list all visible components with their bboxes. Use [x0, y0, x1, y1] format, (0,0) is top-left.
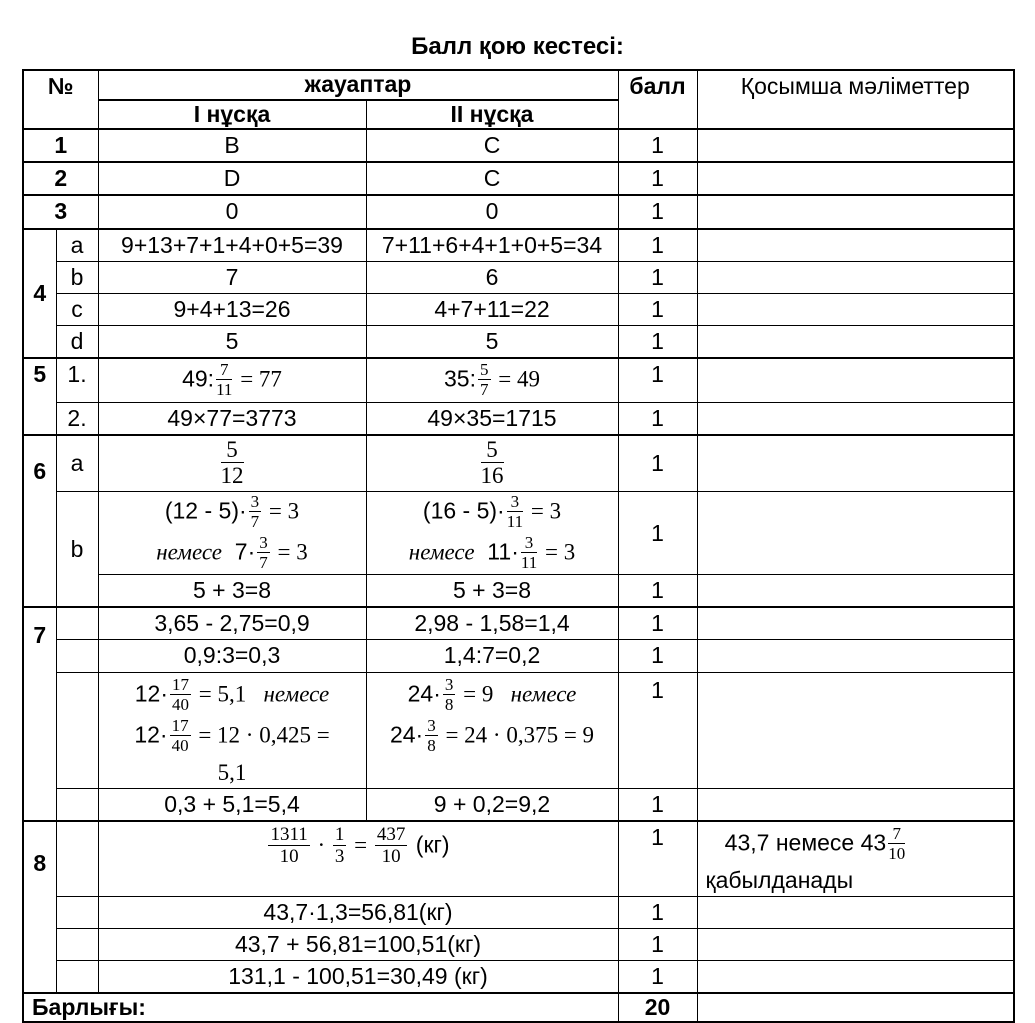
row-number-3: 3 — [23, 195, 98, 228]
sub-label-6a: a — [56, 435, 98, 492]
header-answers: жауаптар — [98, 70, 618, 100]
score-2: 1 — [618, 162, 697, 195]
row-number-4: 4 — [23, 229, 56, 359]
cell-7-4-variant2 — [366, 788, 618, 821]
extra-8-4 — [697, 961, 1014, 994]
cell-4a-variant1 — [98, 229, 366, 262]
cell-7-2-variant2 — [366, 640, 618, 672]
cell-3-variant2 — [366, 195, 618, 228]
row-6a — [23, 435, 1014, 492]
cell-1-variant2 — [366, 129, 618, 162]
cell-6b-sum-variant2 — [366, 575, 618, 608]
header-variant1: I нұсқа — [98, 100, 366, 129]
text-segment: немесе — [493, 681, 577, 707]
sub-label-8-2 — [56, 896, 98, 928]
cell-4c-variant1 — [98, 293, 366, 325]
cell-7-3-variant1 — [98, 672, 366, 788]
row-7-3 — [23, 672, 1014, 788]
text-segment: 49×77=3773 — [167, 404, 297, 431]
cell-1-variant1 — [98, 129, 366, 162]
text-segment: = — [348, 832, 373, 858]
fraction: $\frac{1}{3}$ — [334, 823, 345, 867]
sub-label-7-1 — [56, 607, 98, 640]
text-segment: қабылданады — [705, 866, 854, 893]
cell-5-1-variant2 — [366, 358, 618, 402]
text-segment: = 5,1 — [193, 681, 247, 707]
score-4b: 1 — [618, 261, 697, 293]
text-segment: 5,1 — [217, 759, 247, 785]
extra-6b-sum — [697, 575, 1014, 608]
score-6b: 1 — [618, 492, 697, 575]
score-4a: 1 — [618, 229, 697, 262]
sub-label-4b: b — [56, 261, 98, 293]
row-8-4 — [23, 961, 1014, 994]
text-segment: немесе — [246, 681, 330, 707]
extra-7-3 — [697, 672, 1014, 788]
extra-7-4 — [697, 788, 1014, 821]
score-8-2: 1 — [618, 896, 697, 928]
score-8-4: 1 — [618, 961, 697, 994]
row-number-7: 7 — [23, 607, 56, 821]
row-number-6: 6 — [23, 435, 56, 608]
text-segment: 7· — [222, 538, 256, 565]
cell-4d-variant1 — [98, 325, 366, 358]
fraction: $\frac{5}{16}$ — [480, 436, 504, 488]
row-6b — [23, 492, 1014, 575]
sub-label-8-3 — [56, 929, 98, 961]
fraction: $\frac{437}{10}$ — [376, 823, 406, 867]
sub-label-8-1 — [56, 821, 98, 897]
row-8-1 — [23, 821, 1014, 897]
text-segment: 5 + 3=8 — [452, 577, 532, 604]
sub-label-4c: c — [56, 293, 98, 325]
score-7-3: 1 — [618, 672, 697, 788]
text-segment: = 24 · 0,375 = 9 — [439, 722, 595, 748]
page-title: Балл қою кестесі: — [411, 33, 624, 60]
score-5-1: 1 — [618, 358, 697, 402]
fraction: $\frac{3}{11}$ — [520, 533, 538, 573]
header-extra: Қосымша мәліметтер — [697, 70, 1014, 129]
text-segment: 0 — [485, 198, 499, 225]
sub-label-7-4 — [56, 788, 98, 821]
text-segment: 2,98 - 1,58=1,4 — [414, 610, 570, 637]
row-number-1: 1 — [23, 129, 98, 162]
row-number-8: 8 — [23, 821, 56, 994]
fraction: $\frac{3}{8}$ — [427, 715, 436, 755]
text-segment: 49×35=1715 — [427, 404, 557, 431]
row-1 — [23, 129, 1014, 162]
text-segment: 131,1 - 100,51=30,49 (кг) — [228, 963, 488, 990]
text-segment: = 3 — [525, 498, 562, 524]
text-segment: 6 — [485, 263, 499, 290]
extra-2 — [697, 162, 1014, 195]
text-segment: B — [224, 132, 240, 159]
text-segment: (12 - 5)· — [164, 497, 247, 524]
score-8-3: 1 — [618, 929, 697, 961]
score-6a: 1 — [618, 435, 697, 492]
score-8-1: 1 — [618, 821, 697, 897]
cell-7-1-variant1 — [98, 607, 366, 640]
fraction: $\frac{7}{10}$ — [888, 823, 906, 863]
row-4c — [23, 293, 1014, 325]
cell-7-4-variant1 — [98, 788, 366, 821]
sub-label-5-2: 2. — [56, 402, 98, 435]
cell-6a-variant1 — [98, 435, 366, 492]
scoring-table — [22, 69, 1015, 1023]
sub-label-7-3 — [56, 672, 98, 788]
text-segment: = 9 — [457, 681, 494, 707]
score-7-4: 1 — [618, 788, 697, 821]
header-row-1 — [23, 70, 1014, 100]
cell-7-2-variant1 — [98, 640, 366, 672]
extra-4c — [697, 293, 1014, 325]
extra-8-3 — [697, 929, 1014, 961]
cell-5-2-variant1 — [98, 402, 366, 435]
cell-4d-variant2 — [366, 325, 618, 358]
extra-5-1 — [697, 358, 1014, 402]
text-segment: 7 — [225, 263, 239, 290]
row-number-2: 2 — [23, 162, 98, 195]
cell-5-2-variant2 — [366, 402, 618, 435]
text-segment: 43,7·1,3=56,81(кг) — [263, 898, 453, 925]
row-2 — [23, 162, 1014, 195]
text-segment: 9+4+13=26 — [173, 295, 291, 322]
row-3 — [23, 195, 1014, 228]
cell-6b-variant2 — [366, 492, 618, 575]
fraction: $\frac{17}{40}$ — [172, 674, 189, 714]
cell-4b-variant1 — [98, 261, 366, 293]
text-segment: немесе — [408, 539, 475, 565]
row-8-2 — [23, 896, 1014, 928]
header-score: балл — [618, 70, 697, 129]
cell-6b-variant1 — [98, 492, 366, 575]
cell-6b-sum-variant1 — [98, 575, 366, 608]
text-segment: 35: — [444, 365, 476, 392]
extra-4a — [697, 229, 1014, 262]
header-no: № — [23, 70, 98, 129]
extra-8-1 — [697, 821, 1014, 897]
cell-2-variant2 — [366, 162, 618, 195]
text-segment: 1,4:7=0,2 — [443, 642, 541, 669]
text-segment: = 49 — [492, 366, 540, 392]
score-7-1: 1 — [618, 607, 697, 640]
fraction: $\frac{7}{11}$ — [216, 359, 233, 399]
text-segment: 11· — [474, 538, 519, 565]
text-segment: 0,3 + 5,1=5,4 — [164, 790, 300, 817]
cell-3-variant1 — [98, 195, 366, 228]
text-segment: (16 - 5)· — [422, 497, 505, 524]
total-score: 20 — [618, 993, 697, 1022]
text-segment: 24· — [389, 721, 424, 748]
cell-8-4-formula — [98, 961, 618, 994]
cell-4a-variant2 — [366, 229, 618, 262]
text-segment: 9 + 0,2=9,2 — [433, 790, 551, 817]
fraction: $\frac{5}{12}$ — [220, 436, 244, 488]
row-5-2 — [23, 402, 1014, 435]
total-row — [23, 993, 1014, 1022]
sub-label-7-2 — [56, 640, 98, 672]
cell-8-1-formula — [98, 821, 618, 897]
text-segment: 0 — [225, 198, 239, 225]
extra-4b — [697, 261, 1014, 293]
extra-6b — [697, 492, 1014, 575]
text-segment: · — [311, 832, 331, 858]
text-segment: 3,65 - 2,75=0,9 — [154, 610, 310, 637]
fraction: $\frac{17}{40}$ — [171, 715, 189, 755]
sub-label-5-1: 1. — [56, 358, 98, 402]
row-4a — [23, 229, 1014, 262]
score-4c: 1 — [618, 293, 697, 325]
sub-label-4d: d — [56, 325, 98, 358]
text-segment: 4+7+11=22 — [434, 295, 550, 322]
text-segment: 43,7 немесе 43 — [705, 829, 887, 856]
fraction: $\frac{1311}{10}$ — [270, 823, 308, 867]
score-5-2: 1 — [618, 402, 697, 435]
extra-4d — [697, 325, 1014, 358]
cell-5-1-variant1 — [98, 358, 366, 402]
row-7-1 — [23, 607, 1014, 640]
extra-7-1 — [697, 607, 1014, 640]
text-segment: C — [483, 165, 501, 192]
row-7-2 — [23, 640, 1014, 672]
text-segment: 12· — [134, 680, 168, 707]
text-segment: 7+11+6+4+1+0+5=34 — [381, 231, 603, 258]
fraction: $\frac{3}{7}$ — [250, 492, 260, 532]
total-extra — [697, 993, 1014, 1022]
cell-2-variant1 — [98, 162, 366, 195]
cell-7-3-variant2 — [366, 672, 618, 788]
text-segment: D — [223, 165, 241, 192]
text-segment: 5 — [485, 327, 499, 354]
text-segment: = 77 — [234, 366, 282, 392]
extra-7-2 — [697, 640, 1014, 672]
text-segment: 0,9:3=0,3 — [183, 642, 281, 669]
extra-5-2 — [697, 402, 1014, 435]
cell-8-3-formula — [98, 929, 618, 961]
score-6b-sum: 1 — [618, 575, 697, 608]
text-segment: C — [483, 132, 501, 159]
row-5-1 — [23, 358, 1014, 402]
cell-6a-variant2 — [366, 435, 618, 492]
extra-1 — [697, 129, 1014, 162]
cell-7-1-variant2 — [366, 607, 618, 640]
extra-8-2 — [697, 896, 1014, 928]
text-segment: 49: — [182, 365, 215, 392]
score-3: 1 — [618, 195, 697, 228]
fraction: $\frac{3}{11}$ — [506, 492, 524, 532]
sub-label-8-4 — [56, 961, 98, 994]
header-variant2: II нұсқа — [366, 100, 618, 129]
text-segment: 43,7 + 56,81=100,51(кг) — [234, 931, 482, 957]
text-segment: 9+13+7+1+4+0+5=39 — [121, 231, 343, 258]
sub-label-6b: b — [56, 492, 98, 608]
cell-4c-variant2 — [366, 293, 618, 325]
cell-8-2-formula — [98, 896, 618, 928]
row-number-5: 5 — [23, 358, 56, 435]
fraction: $\frac{3}{7}$ — [259, 533, 268, 573]
fraction: $\frac{5}{7}$ — [480, 359, 489, 399]
score-7-2: 1 — [618, 640, 697, 672]
row-8-3 — [23, 929, 1014, 961]
total-label: Барлығы: — [23, 993, 618, 1022]
fraction: $\frac{3}{8}$ — [444, 674, 454, 714]
text-segment: = 3 — [539, 539, 576, 565]
row-4b — [23, 261, 1014, 293]
cell-4b-variant2 — [366, 261, 618, 293]
text-segment: немесе — [156, 539, 223, 565]
text-segment: = 3 — [271, 539, 308, 565]
score-4d: 1 — [618, 325, 697, 358]
score-1: 1 — [618, 129, 697, 162]
row-6b-sum — [23, 575, 1014, 608]
text-segment: = 12 · 0,425 = — [192, 722, 330, 748]
sub-label-4a: a — [56, 229, 98, 262]
text-segment: 24· — [407, 680, 441, 707]
extra-6a — [697, 435, 1014, 492]
text-segment: 5 + 3=8 — [192, 577, 272, 604]
text-segment: 5 — [225, 327, 239, 354]
row-4d — [23, 325, 1014, 358]
extra-3 — [697, 195, 1014, 228]
text-segment: (кг) — [409, 831, 450, 858]
text-segment: 12· — [134, 721, 168, 748]
text-segment: = 3 — [263, 498, 300, 524]
row-7-4 — [23, 788, 1014, 821]
